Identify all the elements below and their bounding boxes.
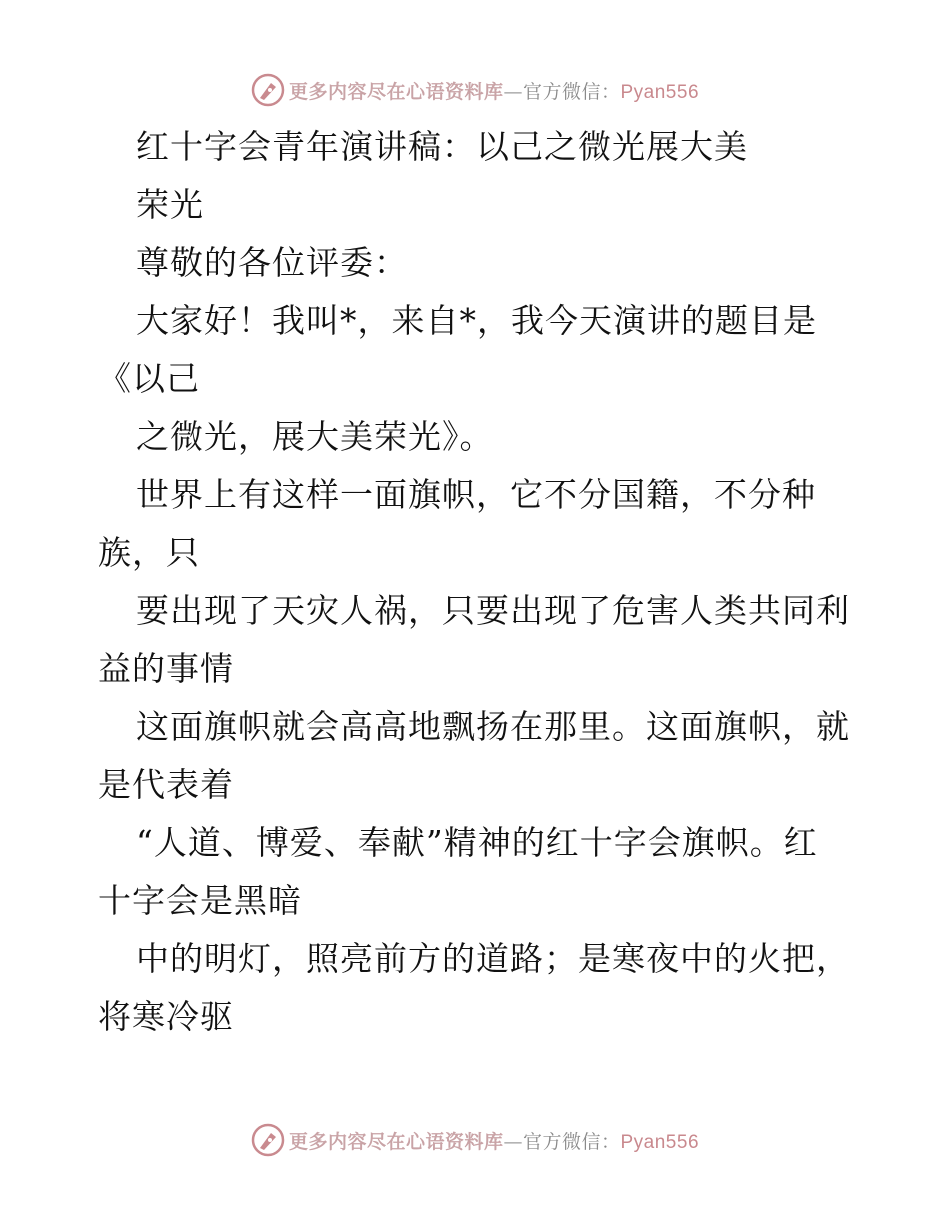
banner-wechat-label: 官方微信： bbox=[522, 1130, 621, 1153]
salutation-line: 尊敬的各位评委： bbox=[136, 243, 408, 282]
banner-wechat-id: Pyan556 bbox=[620, 1131, 700, 1153]
paragraph-line: “人道、博爱、奉献”精神的红十字会旗帜。红 bbox=[136, 823, 818, 862]
paragraph-line: 益的事情 bbox=[98, 649, 234, 688]
banner-prefix: 更多内容尽在心语资料库 bbox=[288, 1130, 504, 1153]
banner-wechat-label: 官方微信： bbox=[522, 80, 621, 103]
banner-separator: — bbox=[503, 80, 523, 103]
paragraph-line: 是代表着 bbox=[98, 765, 234, 804]
document-title-line-2: 荣光 bbox=[136, 185, 204, 224]
footer-banner bbox=[0, 1120, 950, 1160]
pen-nib-logo-icon bbox=[251, 1123, 285, 1157]
paragraph-line: 之微光，展大美荣光》。 bbox=[136, 417, 494, 456]
paragraph-line: 《以己 bbox=[98, 359, 200, 398]
paragraph-line: 世界上有这样一面旗帜，它不分国籍，不分种 bbox=[136, 475, 816, 514]
banner-prefix: 更多内容尽在心语资料库 bbox=[288, 80, 504, 103]
paragraph-line: 大家好！我叫*，来自*，我今天演讲的题目是 bbox=[136, 301, 817, 340]
banner-text bbox=[289, 1127, 699, 1154]
pen-nib-logo-icon bbox=[251, 73, 285, 107]
paragraph-line: 十字会是黑暗 bbox=[98, 881, 302, 920]
paragraph-line: 族，只 bbox=[98, 533, 200, 572]
paragraph-line: 这面旗帜就会高高地飘扬在那里。这面旗帜，就 bbox=[136, 707, 850, 746]
paragraph-line: 要出现了天灾人祸，只要出现了危害人类共同利 bbox=[136, 591, 850, 630]
banner-text bbox=[289, 77, 699, 104]
document-title-line-1: 红十字会青年演讲稿：以己之微光展大美 bbox=[136, 127, 748, 166]
paragraph-line: 中的明灯，照亮前方的道路；是寒夜中的火把， bbox=[136, 939, 850, 978]
banner-separator: — bbox=[503, 1130, 523, 1153]
banner-wechat-id: Pyan556 bbox=[620, 81, 700, 103]
paragraph-line: 将寒冷驱 bbox=[98, 997, 234, 1036]
header-banner bbox=[0, 70, 950, 110]
